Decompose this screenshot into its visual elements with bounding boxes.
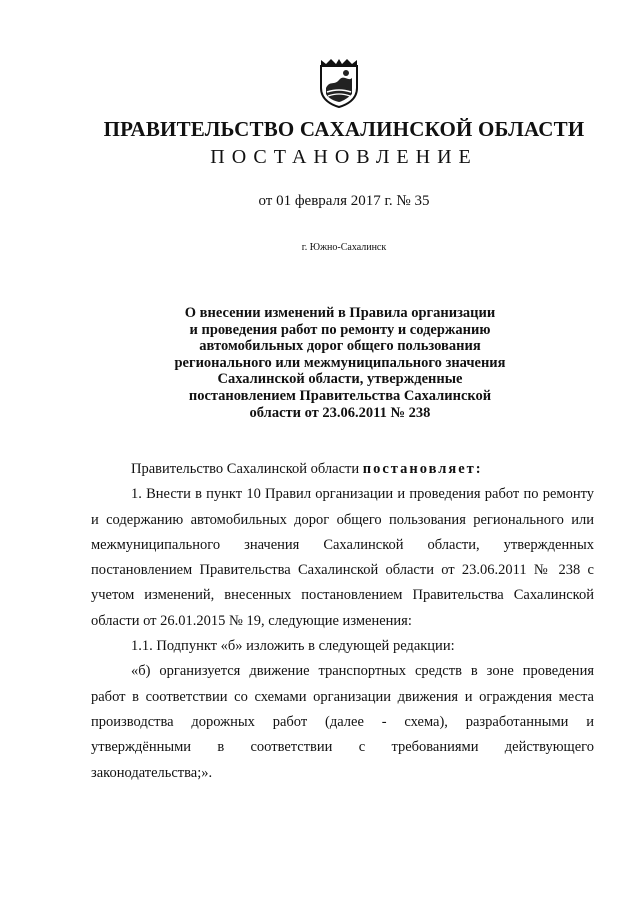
subject-line: регионального или межмуниципального значения xyxy=(174,354,506,371)
resolves-word: постановляет: xyxy=(362,461,483,477)
paragraph-b: «б) организуется движение транспортных средств в зоне проведения работ в соответствии со схемами организации движения и ограждения места производства дорожных работ (далее - схема), разработанными и утверждёнными в соответствии с требованиями действующего законодательства;». xyxy=(91,663,594,781)
decree-date-number: от 01 февраля 2017 г. № 35 xyxy=(258,193,430,209)
subject-line: автомобильных дорог общего пользования xyxy=(199,338,481,355)
intro-paragraph xyxy=(91,457,594,482)
intro-text: Правительство Сахалинской области xyxy=(131,461,363,477)
decree-subject xyxy=(150,305,530,421)
subject-line: и проведения работ по ремонту и содержанию xyxy=(189,321,491,338)
subject-line: постановлением Правительства Сахалинской xyxy=(188,387,492,404)
decree-body xyxy=(91,457,594,786)
government-title: ПРАВИТЕЛЬСТВО САХАЛИНСКОЙ ОБЛАСТИ xyxy=(103,117,585,141)
city-name: г. Южно-Сахалинск xyxy=(301,242,387,253)
document-type-title: ПОСТАНОВЛЕНИЕ xyxy=(210,146,478,168)
coat-of-arms-icon xyxy=(318,58,360,108)
subject-line: области от 23.06.2011 № 238 xyxy=(249,404,431,421)
subject-line: Сахалинской области, утвержденные xyxy=(217,371,463,388)
paragraph-1-1: 1.1. Подпункт «б» изложить в следующей редакции: xyxy=(131,638,455,655)
paragraph-1: 1. Внести в пункт 10 Правил организации и проведения работ по ремонту и содержанию автомобильных дорог общего пользования регионального или межмуниципального значения Сахалинской области, утвержденных постановлением Правительства Сахалинской области от 23.06.2011 № 238 с учетом изменений, внесенных постановлением Правительства Сахалинской области от 26.01.2015 № 19, следующие изменения: xyxy=(91,486,594,629)
subject-line: О внесении изменений в Правила организации xyxy=(184,305,496,321)
